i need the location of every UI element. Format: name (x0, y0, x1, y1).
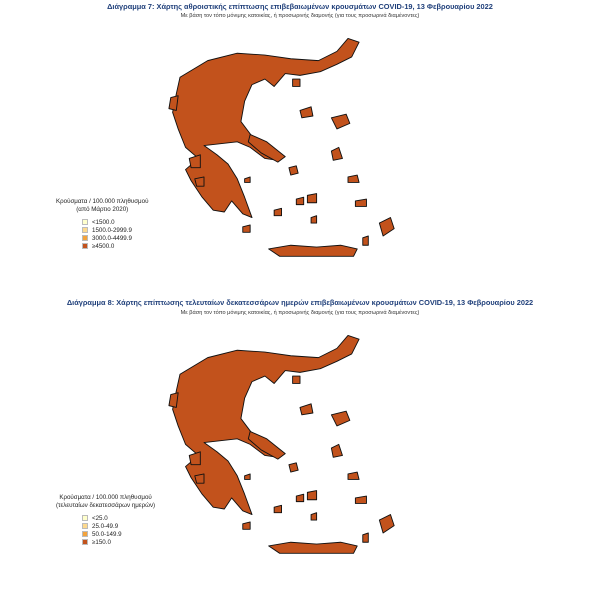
region-chios (331, 147, 342, 160)
region-zakynthos (195, 177, 204, 186)
region-corfu (169, 96, 178, 111)
legend-2-item (82, 530, 155, 538)
region-samos (348, 472, 359, 479)
map-1-legend (56, 198, 148, 250)
region-crete (269, 542, 358, 553)
region-mainland (173, 335, 359, 514)
region-santorini (311, 216, 317, 223)
region-kefalonia (189, 155, 200, 168)
region-lesvos (331, 114, 349, 129)
region-kos (355, 496, 366, 503)
region-lesvos (331, 411, 349, 426)
region-kythira (243, 522, 250, 529)
region-mainland (173, 38, 359, 217)
region-kos (355, 199, 366, 206)
region-kefalonia (189, 452, 200, 465)
legend-2-swatch-2 (82, 531, 88, 537)
region-thasos (293, 376, 300, 383)
legend-1-label: 3000.0-4499.9 (92, 234, 132, 242)
region-chios (331, 444, 342, 457)
legend-2-label: <25.0 (92, 514, 108, 522)
legend-2-item (82, 514, 155, 522)
region-naxos (307, 491, 316, 500)
legend-1-item (82, 226, 148, 234)
region-rhodes (379, 218, 394, 236)
legend-1-swatch-2 (82, 235, 88, 241)
region-naxos (307, 194, 316, 203)
map-1-subtitle: Με βάση τον τόπο μόνιμης κατοικίας, ή προσωρινής διαμονής (για τους προσωρινά διαμένοντες) (180, 13, 420, 19)
map-1-regions (169, 38, 394, 256)
region-karpathos (363, 236, 369, 245)
region-thasos (293, 79, 300, 86)
legend-1-item (82, 242, 148, 250)
region-rhodes (379, 515, 394, 533)
legend-1-swatch-1 (82, 227, 88, 233)
region-lemnos (300, 107, 313, 118)
legend-2-item (82, 522, 155, 530)
region-kythira (243, 225, 250, 232)
legend-1-subtitle: (από Μάρτιο 2020) (76, 206, 129, 213)
legend-2-swatch-3 (82, 539, 88, 545)
region-andros (289, 463, 298, 472)
legend-1-label: 1500.0-2999.9 (92, 226, 132, 234)
region-zakynthos (195, 474, 204, 483)
region-aegina (245, 177, 251, 183)
legend-1-title: Κρούσματα / 100.000 πληθυσμού (56, 198, 149, 205)
region-aegina (245, 474, 251, 480)
map-2-regions (169, 335, 394, 553)
legend-1-label: <1500.0 (92, 218, 115, 226)
legend-1-label: ≥4500.0 (92, 242, 115, 250)
region-lemnos (300, 404, 313, 415)
map-2-title: Διάγραμμα 8: Χάρτης επίπτωσης τελευταίων δεκατεσσάρων ημερών επιβεβαιωμένων κρουσμάτων COVID-19, 13 Φεβρουαρίου 2022 (66, 298, 534, 307)
legend-2-swatch-0 (82, 515, 88, 521)
legend-1-swatch-3 (82, 243, 88, 249)
region-andros (289, 166, 298, 175)
legend-2-subtitle: (τελευταίων δεκατεσσάρων ημερών) (56, 502, 156, 509)
legend-1-swatch-0 (82, 219, 88, 225)
legend-2-label: ≥150.0 (92, 538, 111, 546)
legend-1-item (82, 218, 148, 226)
region-paros (296, 494, 303, 501)
region-corfu (169, 393, 178, 408)
region-crete (269, 245, 358, 256)
region-karpathos (363, 533, 369, 542)
region-milos (274, 505, 281, 512)
legend-1-item (82, 234, 148, 242)
region-samos (348, 175, 359, 182)
legend-2-label: 50.0-149.9 (92, 530, 122, 538)
legend-2-swatch-1 (82, 523, 88, 529)
region-santorini (311, 513, 317, 520)
map-1-title: Διάγραμμα 7: Χάρτης αθροιστικής επίπτωσης επιβεβαιωμένων κρουσμάτων COVID-19, 13 Φεβρουαρίου 2022 (107, 2, 493, 11)
legend-2-item (82, 538, 155, 546)
legend-2-title: Κρούσματα / 100.000 πληθυσμού (59, 494, 152, 501)
region-paros (296, 197, 303, 204)
legend-2-label: 25.0-49.9 (92, 522, 119, 530)
map-2-subtitle: Με βάση τον τόπο μόνιμης κατοικίας, ή προσωρινής διαμονής (για τους προσωρινά διαμένοντες) (180, 310, 420, 316)
map-2-legend (56, 494, 155, 546)
region-milos (274, 208, 281, 215)
